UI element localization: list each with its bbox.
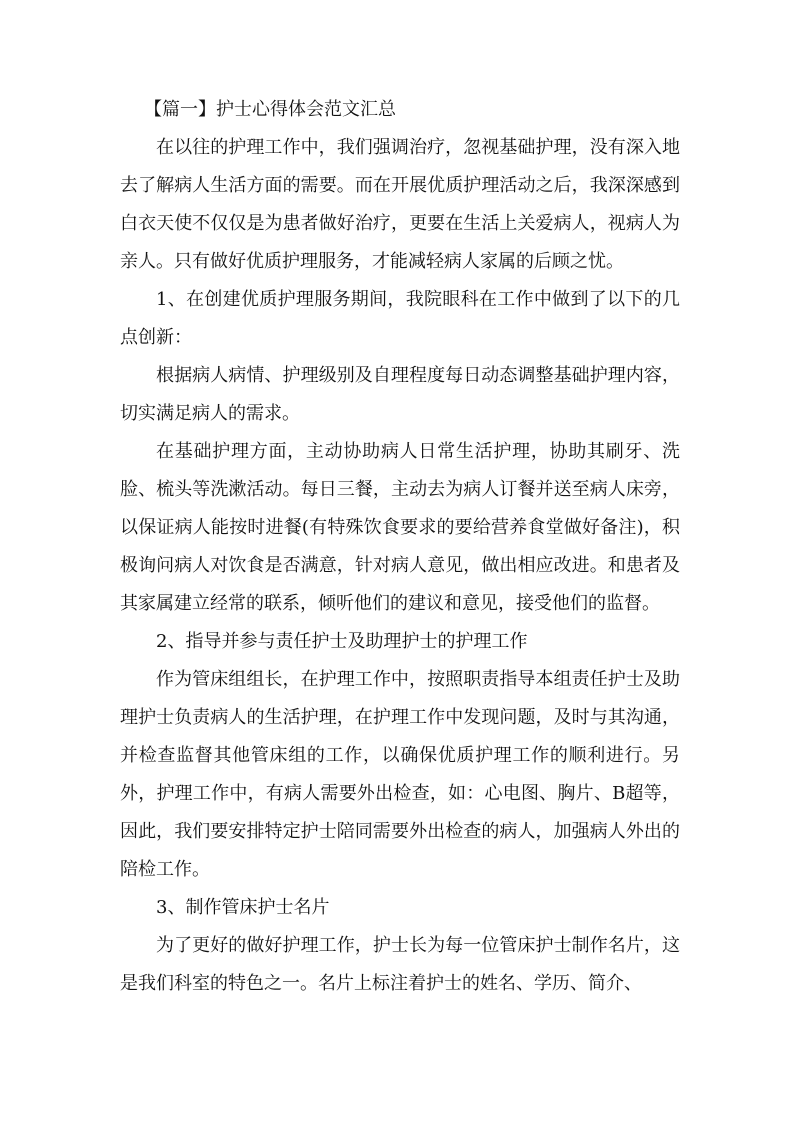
paragraph-name-cards: 为了更好的做好护理工作，护士长为每一位管床护士制作名片，这是我们科室的特色之一。名片上标注着护士的姓名、学历、简介、 (120, 935, 680, 994)
paragraph-intro: 在以往的护理工作中，我们强调治疗，忽视基础护理，没有深入地去了解病人生活方面的需要。而在开展优质护理活动之后，我深深感到白衣天使不仅仅是为患者做好治疗，更要在生活上关爱病人，视病人为亲人。只有做好优质护理服务，才能减轻病人家属的后顾之忧。 (120, 137, 680, 272)
document-title: 【篇一】护士心得体会范文汇总 (144, 99, 396, 120)
paragraph-daily-care-adjustment: 根据病人病情、护理级别及自理程度每日动态调整基础护理内容，切实满足病人的需求。 (120, 365, 680, 424)
document-page (120, 91, 680, 1003)
paragraph-group-leader: 作为管床组组长，在护理工作中，按照职责指导本组责任护士及助理护士负责病人的生活护理，在护理工作中发现问题，及时与其沟通，并检查监督其他管床组的工作，以确保优质护理工作的顺利进行。另外，护理工作中，有病人需要外出检查，如：心电图、胸片、B超等，因此，我们要安排特定护士陪同需要外出检查的病人，加强病人外出的陪检工作。 (120, 669, 680, 880)
paragraph-section-1-heading: 1、在创建优质护理服务期间，我院眼科在工作中做到了以下的几点创新： (120, 289, 680, 348)
paragraph-basic-care: 在基础护理方面，主动协助病人日常生活护理，协助其刷牙、洗脸、梳头等洗漱活动。每日三餐，主动去为病人订餐并送至病人床旁，以保证病人能按时进餐(有特殊饮食要求的要给营养食堂做好备注)，积极询问病人对饮食是否满意，针对病人意见，做出相应改进。和患者及其家属建立经常的联系，倾听他们的建议和意见，接受他们的监督。 (120, 441, 680, 614)
paragraph-section-2-heading: 2、指导并参与责任护士及助理护士的护理工作 (156, 631, 528, 652)
paragraph-section-3-heading: 3、制作管床护士名片 (156, 897, 330, 918)
